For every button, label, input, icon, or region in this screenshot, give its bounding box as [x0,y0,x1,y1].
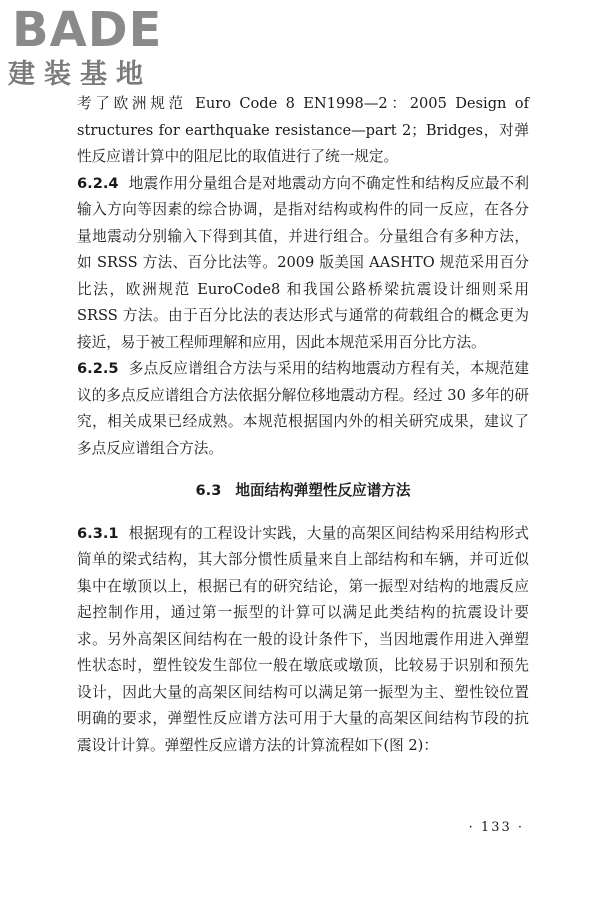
section-text: 根据现有的工程设计实践，大量的高架区间结构采用结构形式简单的梁式结构，其大部分惯性质量来自上部结构和车辆，并可近似集中在墩顶以上，根据已有的研究结论，第一振型对结构的地震反应起控制作用，通过第一振型的计算可以满足此类结构的抗震设计要求。另外高架区间结构在一般的设计条件下，当因地震作用进入弹塑性状态时，塑性铰发生部位一般在墩底或墩顶，比较易于识别和预先设计，因此大量的高架区间结构可以满足第一振型为主、塑性铰位置明确的要求，弹塑性反应谱方法可用于大量的高架区间结构节段的抗震设计计算。弹塑性反应谱方法的计算流程如下(图 2)： [77,524,529,754]
logo [8,2,183,92]
section-number: 6.2.5 [77,360,119,377]
document-body [77,91,529,759]
section-text: 多点反应谱组合方法与采用的结构地震动方程有关，本规范建议的多点反应谱组合方法依据分解位移地震动方程。经过 30 多年的研究，相关成果已经成熟。本规范根据国内外的相关研究成果，建议了多点反应谱组合方法。 [77,360,529,457]
section-6-3-1 [77,521,529,760]
logo-text-en: BADE [12,2,163,58]
page-number: · 133 · [468,820,524,835]
logo-text-zh: 建装基地 [8,59,152,90]
section-heading-6-3 [77,478,529,505]
heading-title: 地面结构弹塑性反应谱方法 [235,482,411,499]
section-number: 6.2.4 [77,174,119,192]
heading-number: 6.3 [195,482,222,499]
section-text: 地震作用分量组合是对地震动方向不确定性和结构反应最不利输入方向等因素的综合协调，是指对结构或构件的同一反应，在各分量地震动分别输入下得到其值，并进行组合。分量组合有多种方法，如 SRSS 方法、百分比法等。2009 版美国 AASHTO 规范采用百分比法，欧洲规范 EuroCode8 和我国公路桥梁抗震设计细则采用 SRSS 方法。由于百分比法的表达形式与通常的荷载组合的概念更为接近，易于被工程师理解和应用，因此本规范采用百分比方法。 [77,174,529,351]
section-6-2-4 [77,171,529,357]
section-number: 6.3.1 [77,524,119,542]
paragraph-continued: 考了欧洲规范 Euro Code 8 EN1998—2：2005 Design of structures for earthquake resistance—part 2；Bridges，对弹性反应谱计算中的阻尼比的取值进行了统一规定。 [77,95,529,165]
section-6-2-5 [77,356,529,462]
